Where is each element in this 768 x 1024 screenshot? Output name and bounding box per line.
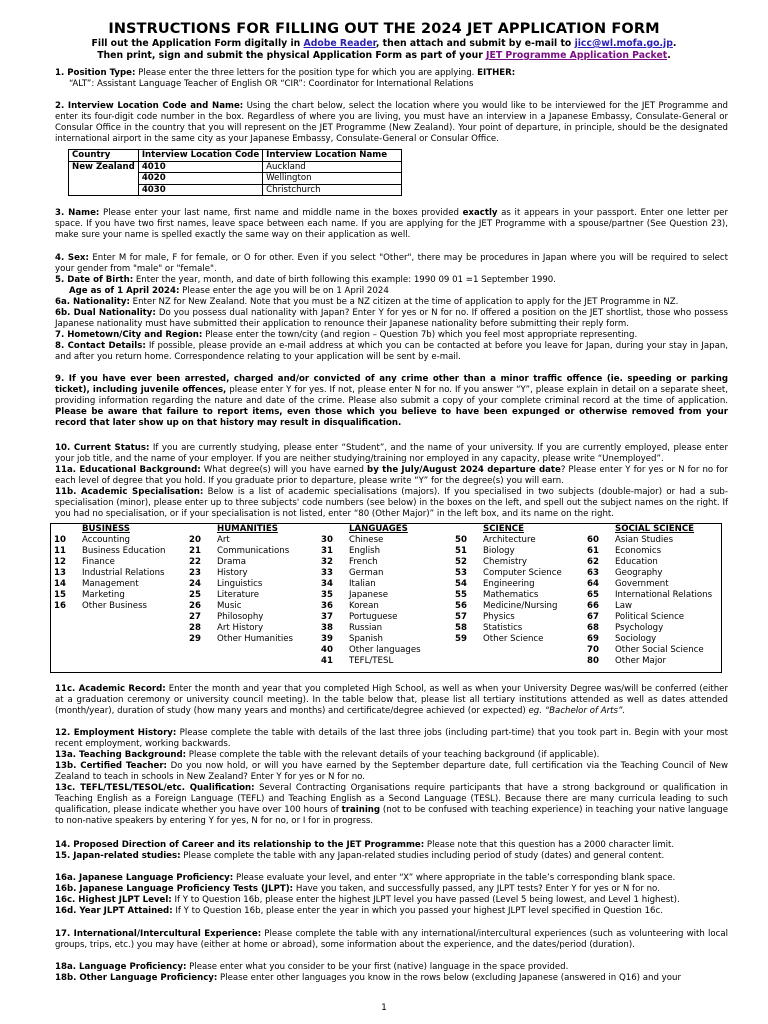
application-packet-link[interactable]: JET Programme Application Packet: [486, 50, 668, 61]
spec-row: 39 Spanish: [321, 634, 383, 644]
q8-contact-details: [55, 341, 728, 363]
email-link[interactable]: jicc@wl.mofa.go.jp: [574, 38, 673, 49]
q11c-text: Enter the month and year that you completed High School, as well as when your University Degree was/will be conferred (either at a graduation ceremony or university council meeting). In the table below that, please list all tertiary institutions attended as well as dates attended (month/year), duration of study (how many years and months) and certificate/degree achieved (or expected): [55, 684, 728, 717]
q12-employment-history: [55, 728, 728, 750]
q9-text: please enter Y for yes. If not, please enter N for no. If you answer “Y”, please explain in detail on a separate sheet, providing information regarding the nature and date of the crime. Please also submit a copy of your complete criminal record at the time of application.: [55, 385, 728, 407]
adobe-reader-link[interactable]: Adobe Reader: [303, 38, 376, 49]
q15-label: 15. Japan-related studies:: [55, 851, 181, 861]
q16d-jlpt-year: [55, 906, 728, 917]
spec-row: 58 Statistics: [455, 623, 523, 633]
q5-label: 5. Date of Birth:: [55, 275, 134, 285]
spec-row: 64 Government: [587, 579, 669, 589]
q18a-text: Please enter what you consider to be your first (native) language in the space provided.: [186, 962, 569, 972]
q1-text: Please enter the three letters for the position type for which you are applying.: [135, 68, 478, 78]
q2-label: 2. Interview Location Code and Name:: [55, 101, 244, 111]
q9-bold1: 9. If you have ever been arrested, charged and/or convicted of any crime other than a minor traffic offence (ie. speeding or parking ticket), including juvenile offences,: [55, 374, 728, 396]
spec-heading: HUMANITIES: [217, 524, 278, 534]
q16a-japanese-proficiency: [55, 873, 728, 884]
q11a-label: 11a. Educational Background:: [55, 465, 201, 475]
q12-label: 12. Employment History:: [55, 728, 177, 738]
spec-heading: BUSINESS: [82, 524, 130, 534]
q1-either: EITHER:: [477, 68, 516, 78]
spec-column-humanities: [189, 524, 293, 645]
subtitle-text: .: [672, 38, 677, 49]
spec-row: 68 Psychology: [587, 623, 664, 633]
spec-row: 70 Other Social Science: [587, 645, 704, 655]
subtitle-line-1: [0, 38, 768, 49]
q13c-label: 13c. TEFL/TESL/TESOL/etc. Qualification:: [55, 783, 255, 793]
spec-row: 16 Other Business: [54, 601, 148, 611]
specialisation-table: [50, 523, 722, 673]
q17-label: 17. International/Intercultural Experience:: [55, 929, 262, 939]
q15-japan-studies: [55, 851, 728, 862]
q13a-text: Please complete the table with the relevant details of your teaching background (if applicable).: [186, 750, 600, 760]
q17-intercultural-experience: [55, 929, 728, 951]
spec-heading: SCIENCE: [483, 524, 524, 534]
q13c-tefl-qualification: [55, 783, 728, 827]
q11a-text: What degree(s) will you have earned: [200, 465, 368, 475]
spec-row: 12 Finance: [54, 557, 115, 567]
spec-row: 55 Mathematics: [455, 590, 539, 600]
spec-row: 24 Linguistics: [189, 579, 263, 589]
name-cell: Wellington: [263, 173, 402, 185]
q11b-label: 11b. Academic Specialisation:: [55, 487, 204, 497]
q11a-education: [55, 465, 728, 487]
spec-row: 27 Philosophy: [189, 612, 264, 622]
spec-row: 65 International Relations: [587, 590, 713, 600]
name-cell: Christchurch: [263, 184, 402, 196]
spec-column-languages: [321, 524, 421, 667]
q3-exactly: exactly: [462, 208, 498, 218]
subtitle-line-2: [0, 50, 768, 61]
q1-label: 1. Position Type:: [55, 68, 136, 78]
spec-row: 66 Law: [587, 601, 633, 611]
spec-row: 54 Engineering: [455, 579, 535, 589]
subtitle-text: Fill out the Application Form digitally in: [91, 38, 304, 49]
q4-label: 4. Sex:: [55, 253, 89, 263]
spec-row: 38 Russian: [321, 623, 383, 633]
q3-label: 3. Name:: [55, 208, 100, 218]
spec-heading: SOCIAL SCIENCE: [615, 524, 695, 534]
q13c-text: Several Contracting Organisations require participants that have a strong background or qualification in Teaching English as a Foreign Language (TEFL) and Teaching English as a Second Language (TESL). Because there are many curricula leading to such qualification, please indicate whether you have over 100 hours of: [55, 783, 728, 816]
q1-position-type: [55, 68, 728, 90]
q13a-label: 13a. Teaching Background:: [55, 750, 187, 760]
q17-text: Please complete the table with any international/intercultural experiences (such as volunteering with local groups, trips, etc.) you may have (either at home or abroad), some information about the experience, and the dates/period (duration).: [55, 929, 728, 951]
spec-row: 37 Portuguese: [321, 612, 398, 622]
q8-label: 8. Contact Details:: [55, 341, 146, 351]
spec-row: 52 Chemistry: [455, 557, 527, 567]
country-cell: New Zealand: [69, 161, 139, 196]
q3-text2: as it appears in your passport. Enter one letter per space. If you have two first names, leave space between each name. If you are applying for the JET Programme with a spouse/partner (See Question 23), make sure your name is spelled exactly the same way on their application as well.: [55, 208, 728, 241]
q13a-teaching-background: [55, 750, 728, 761]
q8-text: If possible, please provide an e-mail address at which you can be contacted at before you leave for Japan, during your stay in Japan, and after you return home. Correspondence relating to your application will be sent by e-mail.: [55, 341, 729, 363]
spec-row: 15 Marketing: [54, 590, 125, 600]
q1-line2: “ALT”: Assistant Language Teacher of English OR “CIR”: Coordinator for International Relations: [69, 79, 474, 90]
q18a-language-proficiency: [55, 962, 728, 973]
q11c-example: eg. “Bachelor of Arts”.: [528, 706, 626, 717]
q13b-certified-teacher: [55, 761, 728, 783]
q6b-text: Do you possess dual nationality with Japan? Enter Y for yes or N for no. If offered a position on the JET shortlist, those who possess Japanese nationality must have submitted their application to renounce their Japanese nationality before submitting their reply form.: [55, 308, 729, 330]
spec-row: 41 TEFL/TESL: [321, 656, 394, 666]
q4-sex: [55, 253, 728, 275]
q10-label: 10. Current Status:: [55, 443, 150, 453]
spec-column-social-science: [587, 524, 712, 667]
q12-text: Please complete the table with details of the last three jobs (including part-time) that you took part in. Begin with your most recent employment, working backwards.: [55, 728, 729, 750]
spec-row: 21 Communications: [189, 546, 290, 556]
q10-current-status: [55, 443, 728, 465]
spec-row: 59 Other Science: [455, 634, 544, 644]
q16c-text: If Y to Question 16b, please enter the highest JLPT level you have passed (Level 5 being lowest, and Level 1 highest).: [171, 895, 680, 905]
spec-row: 34 Italian: [321, 579, 376, 589]
spec-row: 32 French: [321, 557, 378, 567]
q7-label: 7. Hometown/City and Region:: [55, 330, 203, 340]
spec-row: 62 Education: [587, 557, 658, 567]
spec-row: 11 Business Education: [54, 546, 166, 556]
q13c-bold: training: [341, 805, 381, 816]
spec-row: 60 Asian Studies: [587, 535, 674, 545]
subtitle-text: , then attach and submit by e-mail to: [375, 38, 575, 49]
code-cell: 4010: [138, 161, 262, 173]
q16a-text: Please evaluate your level, and enter “X” where appropriate in the table’s corresponding blank space.: [233, 873, 676, 883]
spec-column-business: [54, 524, 165, 612]
spec-row: 80 Other Major: [587, 656, 666, 666]
spec-row: 25 Literature: [189, 590, 260, 600]
q3-text: Please enter your last name, first name and middle name in the boxes provided: [99, 208, 463, 218]
q18b-text: Please enter other languages you know in the rows below (excluding Japanese (answered in Q16) and your: [217, 973, 681, 983]
q6b-dual-nationality: [55, 308, 728, 330]
name-cell: Auckland: [263, 161, 402, 173]
q5-age-text: Please enter the age you will be on 1 April 2024: [179, 286, 389, 297]
spec-row: 28 Art History: [189, 623, 264, 633]
q9-criminal-record: [55, 374, 728, 429]
spec-row: 23 History: [189, 568, 248, 578]
header-country: Country: [69, 150, 139, 162]
q16a-label: 16a. Japanese Language Proficiency:: [55, 873, 234, 883]
q16d-text: If Y to Question 16b, please enter the year in which you passed your highest JLPT level specified in Question 16c.: [172, 906, 663, 916]
code-cell: 4030: [138, 184, 262, 196]
q16d-label: 16d. Year JLPT Attained:: [55, 906, 173, 916]
q13c-text2: (not to be confused with teaching experience) in teaching your native language to non-native speakers by entering Y for yes, N for no, or I for in progress.: [55, 805, 728, 827]
page-number: 1: [381, 1003, 387, 1013]
spec-column-science: [455, 524, 562, 645]
q4-text: Enter M for male, F for female, or O for other. Even if you select "Other", there may be procedures in Japan where you will be required to select your gender from "male" or "female".: [55, 253, 729, 275]
q6b-label: 6b. Dual Nationality:: [55, 308, 156, 318]
spec-row: 29 Other Humanities: [189, 634, 294, 644]
spec-heading: LANGUAGES: [349, 524, 408, 534]
q11b-specialisation: [55, 487, 728, 520]
spec-row: 57 Physics: [455, 612, 515, 622]
spec-row: 22 Drama: [189, 557, 247, 567]
q2-text: Using the chart below, select the location where you would like to be interviewed for the JET Programme and enter its four-digit code number in the box. Regardless of where you are living, you must have an interview in a Japanese Embassy, Consulate-General or Consular Office in the country that you will represent on the JET Programme (New Zealand). Your point of departure, in principle, should be the designated international airport in the same city as your Japanese Embassy, Consulate-General or Consular Office.: [55, 101, 728, 145]
subtitle-text: Then print, sign and submit the physical Application Form as part of your: [97, 50, 487, 61]
spec-row: 33 German: [321, 568, 384, 578]
q16c-jlpt-level: [55, 895, 728, 906]
q5-text: Enter the year, month, and date of birth following this example: 1990 09 01 =1 September 1990.: [133, 275, 557, 285]
subtitle-text: .: [667, 50, 671, 61]
q15-text: Please complete the table with any Japan-related studies including period of study (dates) and general content.: [180, 851, 665, 861]
spec-row: 51 Biology: [455, 546, 515, 556]
q16b-label: 16b. Japanese Language Proficiency Tests (JLPT):: [55, 884, 294, 894]
q9-bold2: Please be aware that failure to report items, even those which you believe to have been expunged or otherwise removed from your record that later show up on that history may result in disqualification.: [55, 407, 728, 429]
spec-row: 14 Management: [54, 579, 139, 589]
q7-hometown: [55, 330, 728, 341]
q11a-text2: ? Please enter Y for yes or N for no for each level of degree that you hold. If you graduate prior to departure, please write “Y” for the degree(s) you will earn.: [55, 465, 728, 487]
spec-row: 56 Medicine/Nursing: [455, 601, 558, 611]
spec-row: 31 English: [321, 546, 381, 556]
spec-row: 36 Korean: [321, 601, 379, 611]
spec-row: 69 Sociology: [587, 634, 657, 644]
q18b-other-languages: [55, 973, 728, 984]
location-table: [68, 149, 402, 196]
q11c-label: 11c. Academic Record:: [55, 684, 166, 694]
q6a-nationality: [55, 297, 728, 308]
spec-row: 26 Music: [189, 601, 242, 611]
q6a-text: Enter NZ for New Zealand. Note that you must be a NZ citizen at the time of application to apply for the JET Programme in NZ.: [129, 297, 679, 307]
q5-date-of-birth: [55, 275, 728, 297]
q18a-label: 18a. Language Proficiency:: [55, 962, 187, 972]
q16c-label: 16c. Highest JLPT Level:: [55, 895, 172, 905]
q14-career-direction: [55, 840, 728, 851]
q13b-text: Do you now hold, or will you have earned by the September departure date, full certification via the Teaching Council of New Zealand to teach in schools in New Zealand? Enter Y for yes or N for no.: [55, 761, 728, 783]
q5-age-label: Age as of 1 April 2024:: [69, 286, 180, 297]
q16b-jlpt: [55, 884, 728, 895]
spec-row: 40 Other languages: [321, 645, 421, 655]
code-cell: 4020: [138, 173, 262, 185]
spec-row: 53 Computer Science: [455, 568, 562, 578]
spec-row: 67 Political Science: [587, 612, 685, 622]
q7-text: Please enter the town/city (and region – Question 7b) which you feel most appropriate representing.: [202, 330, 638, 340]
spec-row: 50 Architecture: [455, 535, 536, 545]
spec-row: 20 Art: [189, 535, 230, 545]
q6a-label: 6a. Nationality:: [55, 297, 130, 307]
page-title: INSTRUCTIONS FOR FILLING OUT THE 2024 JET APPLICATION FORM: [108, 21, 660, 37]
q3-name: [55, 208, 728, 241]
spec-row: 63 Geography: [587, 568, 663, 578]
q10-text: If you are currently studying, please enter “Student”, and the name of your university. If you are currently employed, please enter your job title, and the name of your employer. If you are neither studying/training nor employed in any capacity, please write “Unemployed”.: [55, 443, 728, 465]
q16b-text: Have you taken, and successfully passed, any JLPT tests? Enter Y for yes or N for no.: [293, 884, 660, 894]
header-code: Interview Location Code: [138, 150, 262, 162]
q13b-label: 13b. Certified Teacher:: [55, 761, 167, 771]
q11c-academic-record: [55, 684, 728, 717]
q18b-label: 18b. Other Language Proficiency:: [55, 973, 218, 983]
q14-text: Please note that this question has a 2000 character limit.: [424, 840, 675, 850]
spec-row: 30 Chinese: [321, 535, 384, 545]
spec-row: 61 Economics: [587, 546, 662, 556]
q14-label: 14. Proposed Direction of Career and its relationship to the JET Programme:: [55, 840, 425, 850]
header-name: Interview Location Name: [263, 150, 402, 162]
spec-row: 35 Japanese: [321, 590, 389, 600]
spec-row: 13 Industrial Relations: [54, 568, 165, 578]
q2-interview-location: [55, 101, 728, 145]
spec-row: 10 Accounting: [54, 535, 130, 545]
q11a-bold: by the July/August 2024 departure date: [367, 465, 561, 475]
q11b-text: Below is a list of academic specialisations (majors). If you specialised in two subjects (double-major) or had a sub-specialisation (minor), please enter up to three subjects' code numbers (see below) in the boxes on the left, and spell out the subject names on the right. If you had no specialisation, or if your specialisation is not listed, enter “80 (Other Major)” in the left box, and its name on the right.: [55, 487, 728, 520]
